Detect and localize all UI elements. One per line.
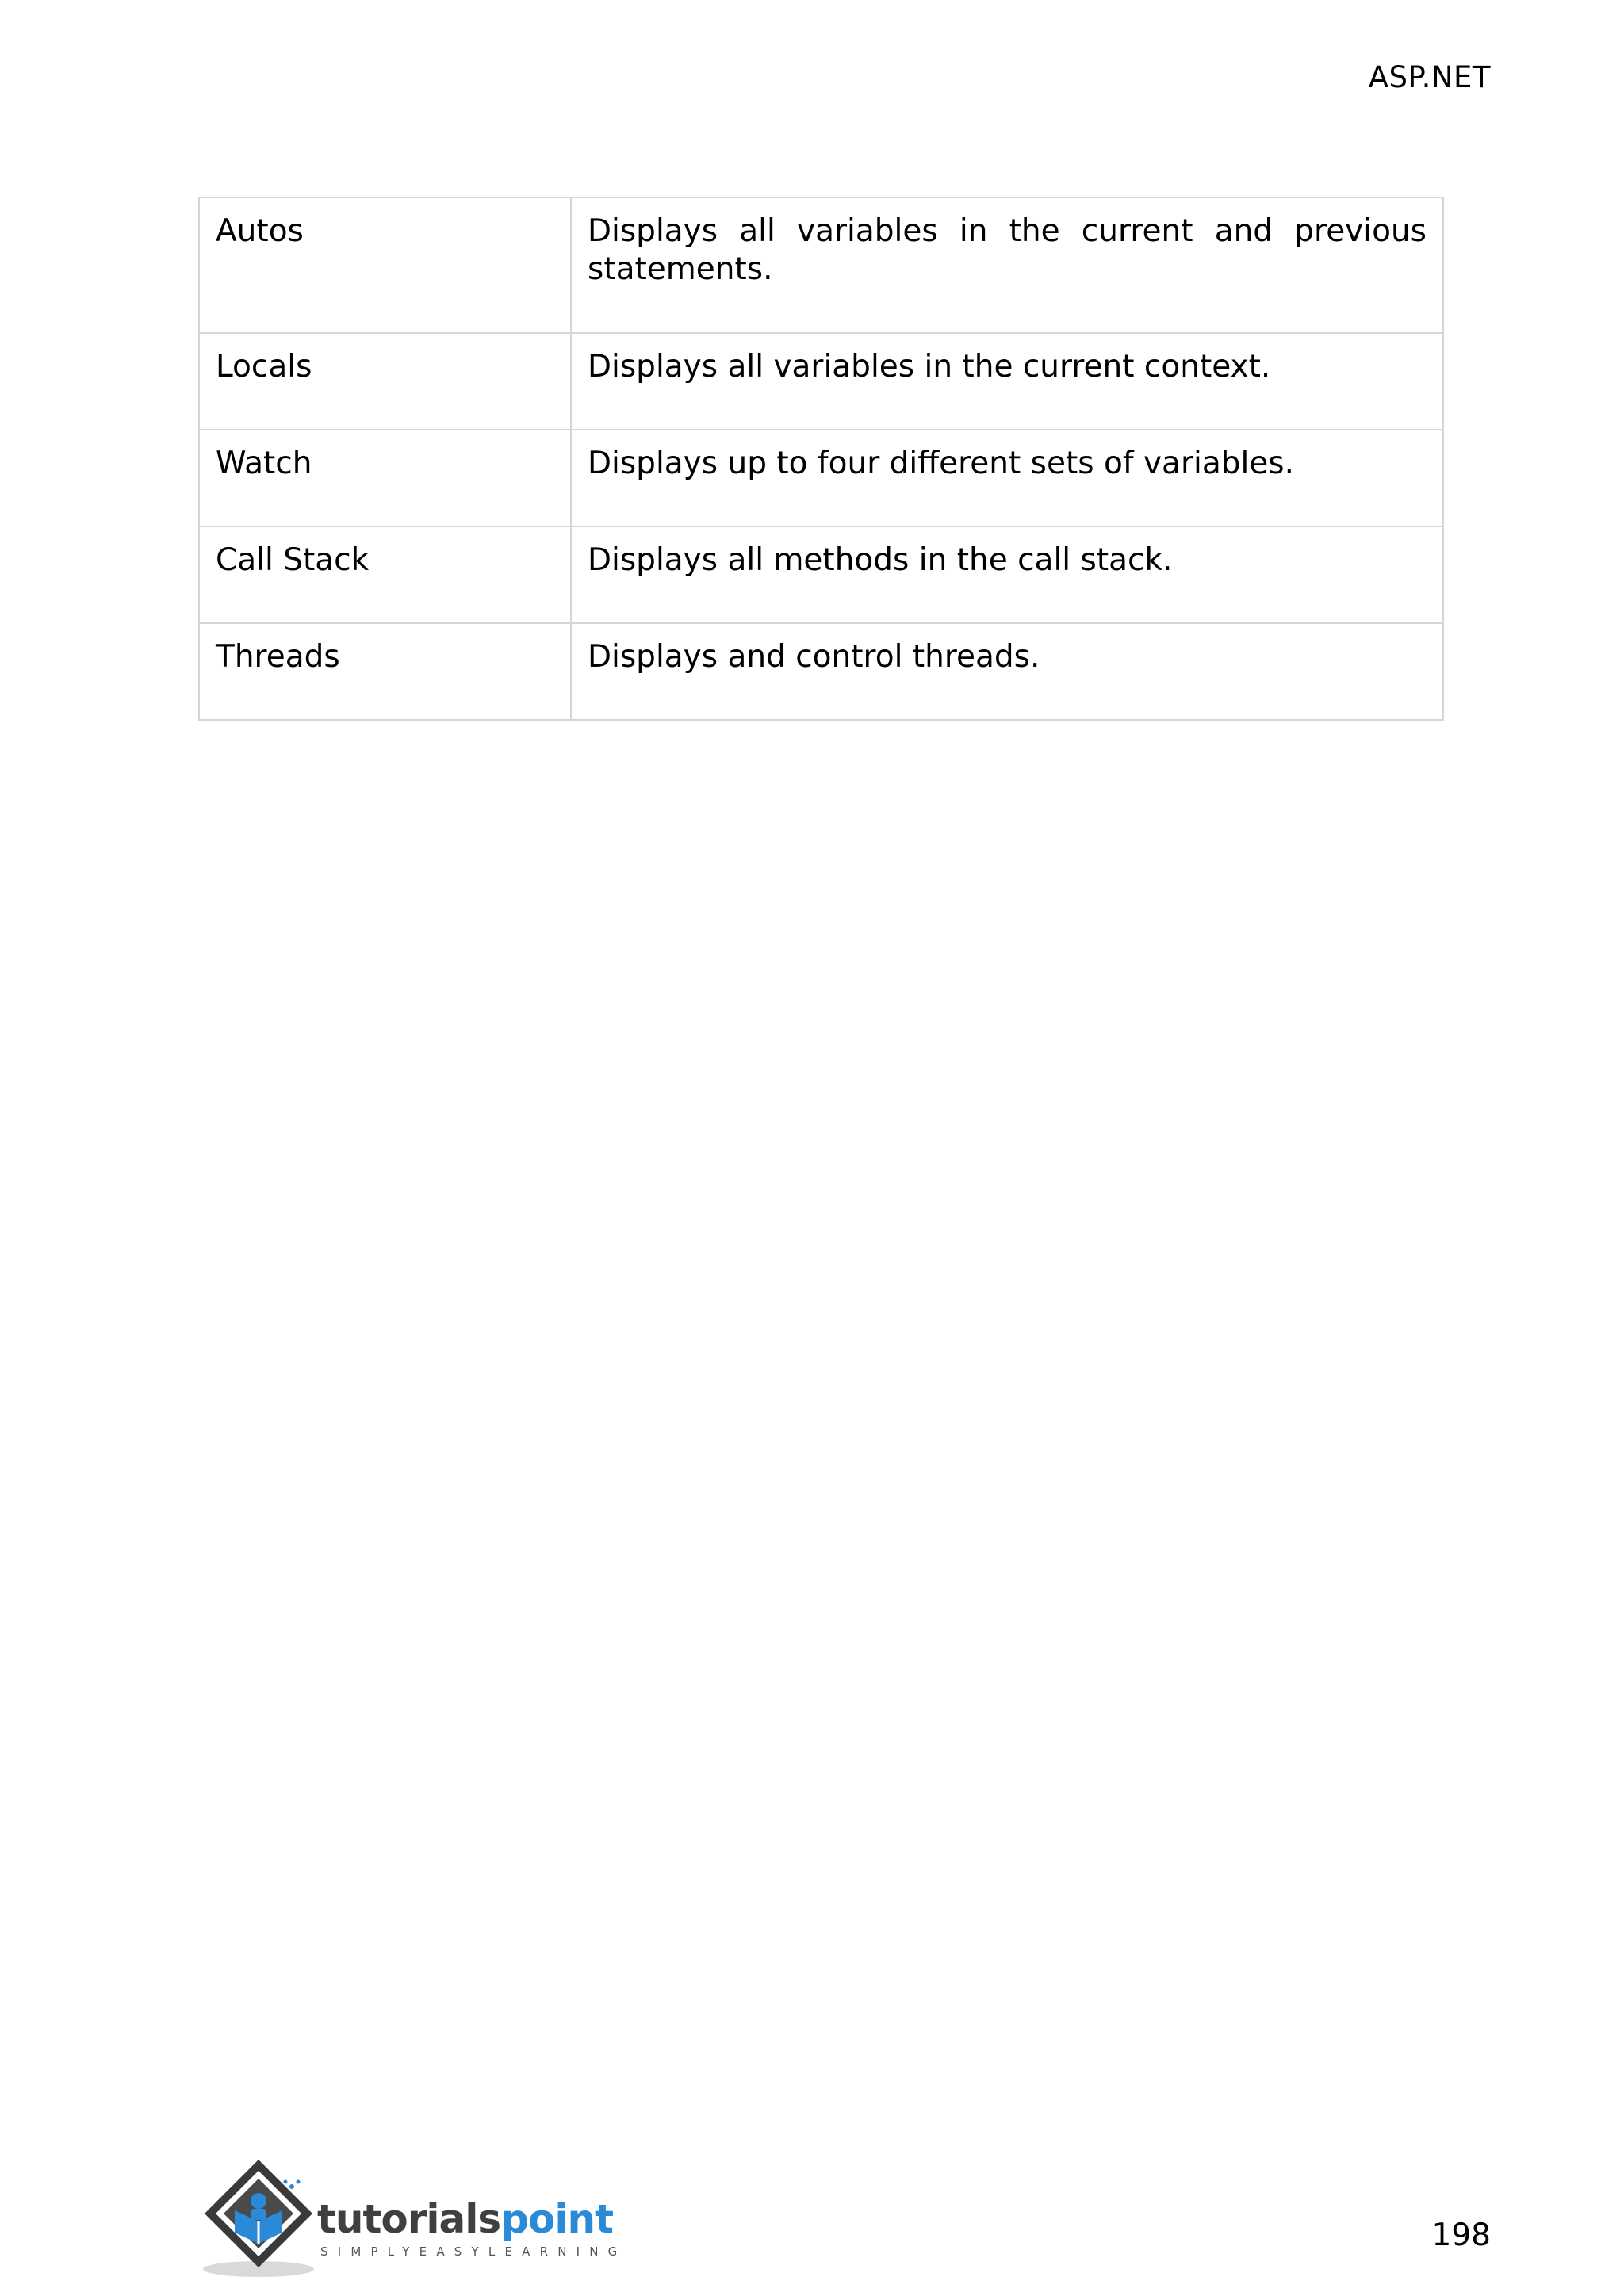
table-row [199, 430, 1443, 526]
window-description-cell: Displays all variables in the current and previous statements. [571, 197, 1443, 333]
window-name-cell: Autos [199, 197, 571, 333]
window-description-cell: Displays and control threads. [571, 623, 1443, 720]
window-description-cell: Displays up to four different sets of variables. [571, 430, 1443, 526]
window-name-cell: Watch [199, 430, 571, 526]
window-name-cell: Locals [199, 333, 571, 430]
logo-wordmark-part1: tutorials [317, 2196, 501, 2242]
page-number: 198 [1431, 2218, 1491, 2253]
logo-wordmark-part2: point [500, 2196, 613, 2242]
tutorialspoint-logo [198, 2153, 626, 2280]
table-row [199, 333, 1443, 430]
logo-wordmark [317, 2196, 613, 2242]
window-description-cell: Displays all variables in the current context. [571, 333, 1443, 430]
table-row [199, 526, 1443, 623]
logo-tagline: SIMPLYEASYLEARNING [320, 2244, 627, 2259]
debug-windows-table [198, 197, 1444, 721]
running-header-title: ASP.NET [1368, 60, 1491, 94]
window-name-cell: Call Stack [199, 526, 571, 623]
window-description-cell: Displays all methods in the call stack. [571, 526, 1443, 623]
window-name-cell: Threads [199, 623, 571, 720]
tutorialspoint-logo-icon [198, 2153, 325, 2280]
table-row [199, 623, 1443, 720]
table-row [199, 197, 1443, 333]
